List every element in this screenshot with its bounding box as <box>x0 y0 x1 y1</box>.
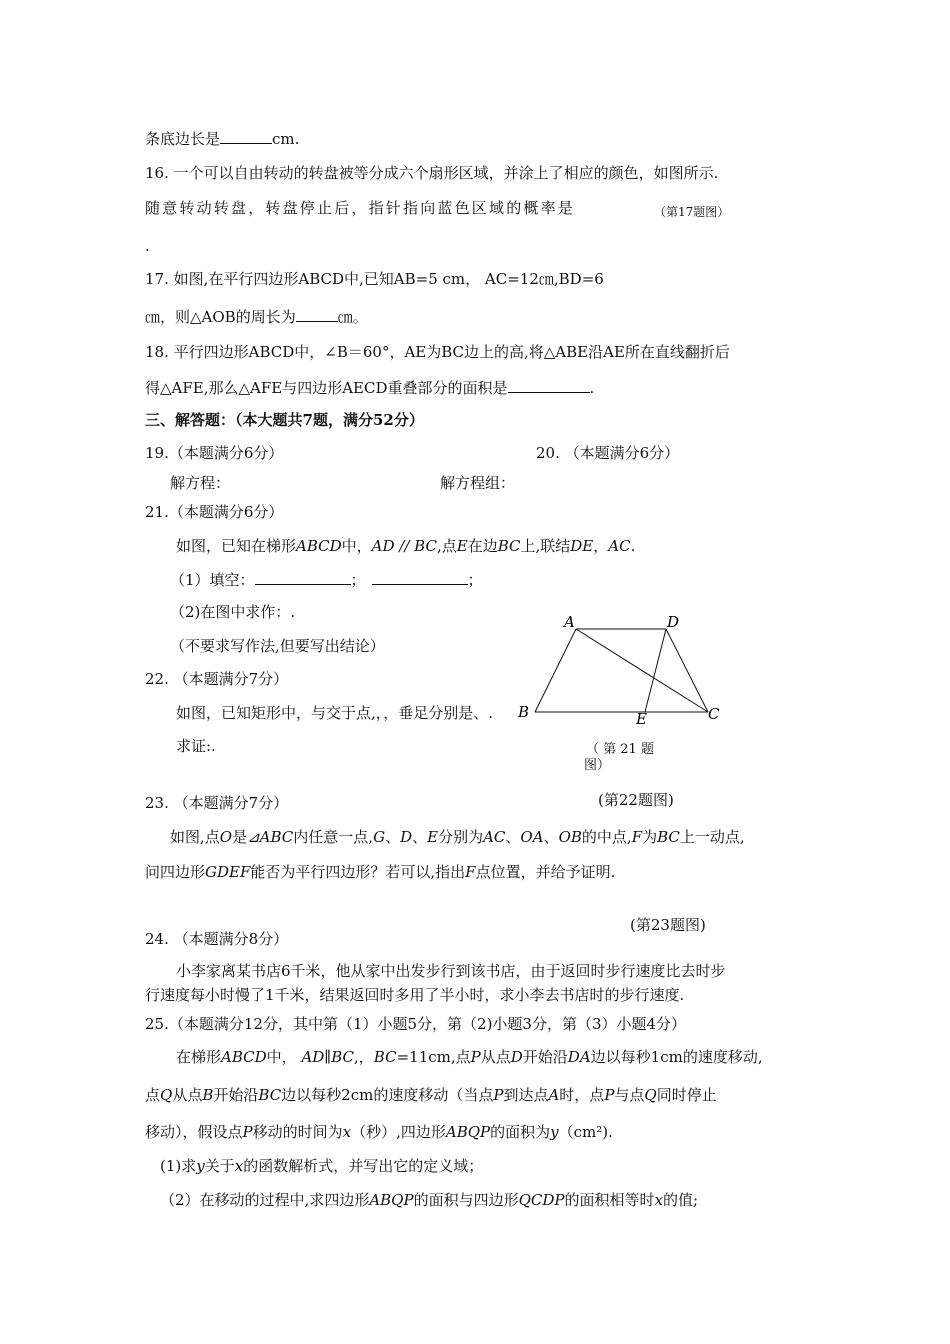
q22-head: 22. （本题满分7分） <box>145 670 289 688</box>
fig21-caption: （ 第 21 题 <box>586 742 654 757</box>
fig22-caption: (第22题图) <box>598 791 674 809</box>
answer-blank <box>296 306 338 322</box>
q25-head: 25.（本题满分12分，其中第（1）小题5分，第（2)小题3分，第（3）小题4分） <box>145 1015 687 1033</box>
q15-tail: 条底边长是 cm. <box>145 130 300 148</box>
label-e: E <box>636 710 647 728</box>
q21-head: 21.（本题满分6分） <box>145 503 284 521</box>
section-title: 三、解答题：（本大题共7题，满分52分） <box>145 411 424 429</box>
q16-line1: 16. 一个可以自由转动的转盘被等分成六个扇形区域，并涂上了相应的颜色，如图所示. <box>145 164 719 182</box>
q21-line3: （2)在图中求作：. <box>170 603 296 621</box>
answer-blank <box>220 128 272 144</box>
segment-de <box>645 629 666 712</box>
segment-ac <box>576 629 708 712</box>
q18-line1: 18. 平行四边形ABCD中，∠B＝60°，AE为BC边上的高,将△ABE沿AE所在直线翻折后 <box>145 343 730 361</box>
answer-blank <box>255 569 351 585</box>
q20-head: 20. （本题满分6分） <box>536 444 680 462</box>
q23-head: 23. （本题满分7分） <box>145 794 289 812</box>
q24-head: 24. （本题满分8分） <box>145 930 289 948</box>
figure-21-trapezoid <box>505 605 745 785</box>
q25-line1: 在梯形ABCD中， AD∥BC,，BC=11cm,点P从点D开始沿DA边以每秒1cm的速度移动, <box>176 1048 763 1066</box>
q17-line1: 17. 如图,在平行四边形ABCD中,已知AB=5 cm， AC=12㎝,BD=6 <box>145 270 604 288</box>
label-c: C <box>708 705 720 723</box>
q25-line3: 移动），假设点P移动的时间为x（秒）,四边形ABQP的面积为y（cm²). <box>145 1123 613 1141</box>
q23-line1: 如图,点O是⊿ABC内任意一点,G、D、E分别为AC、OA、OB的中点,F为BC上一动点, <box>170 828 745 846</box>
q16-line3: . <box>145 237 150 255</box>
answer-blank <box>508 377 590 393</box>
label-d: D <box>667 613 680 631</box>
q22-line2: 求证:. <box>176 737 216 755</box>
label-b: B <box>518 703 530 721</box>
q21-line4: （不要求写作法,但要写出结论） <box>170 637 385 655</box>
answer-blank <box>372 569 468 585</box>
segment-dc <box>666 629 708 712</box>
label-a: A <box>564 613 575 631</box>
q19-body: 解方程： <box>170 474 231 492</box>
segment-ab <box>535 629 576 712</box>
q25-line2: 点Q从点B开始沿BC边以每秒2cm的速度移动（当点P到达点A时，点P与点Q同时停止 <box>145 1086 717 1104</box>
q22-line1: 如图，已知矩形中，与交于点,，，垂足分别是、. <box>176 704 494 722</box>
q21-line2: （1）填空： ； ； <box>170 571 483 589</box>
q23-line2: 问四边形GDEF能否为平行四边形？若可以,指出F点位置，并给予证明. <box>145 863 616 881</box>
q18-line2: 得△AFE,那么△AFE与四边形AECD重叠部分的面积是 . <box>145 379 595 397</box>
q16-line2: 随意转动转盘，转盘停止后，指针指向蓝色区域的概率是 <box>145 199 576 217</box>
q17-line2: ㎝，则△AOB的周长为 ㎝。 <box>145 308 368 326</box>
q24-line2: 行速度每小时慢了1千米，结果返回时多用了半小时，求小李去书店时的步行速度. <box>145 986 685 1004</box>
fig17-caption: （第17题图） <box>654 205 730 219</box>
q25-sub2: （2）在移动的过程中,求四边形ABQP的面积与四边形QCDP的面积相等时x的值; <box>160 1191 699 1209</box>
q25-sub1: (1)求y关于x的函数解析式，并写出它的定义域； <box>160 1157 484 1175</box>
fig23-caption: (第23题图) <box>630 916 706 934</box>
q20-body: 解方程组： <box>440 474 516 492</box>
q21-line1: 如图，已知在梯形ABCD中，AD // BC,点E在边BC上,联结DE，AC. <box>176 537 636 555</box>
q24-line1: 小李家离某书店6千米，他从家中出发步行到该书店，由于返回时步行速度比去时步 <box>176 962 726 980</box>
q19-head: 19.（本题满分6分） <box>145 444 284 462</box>
fig21-caption-2: 图） <box>584 758 611 773</box>
